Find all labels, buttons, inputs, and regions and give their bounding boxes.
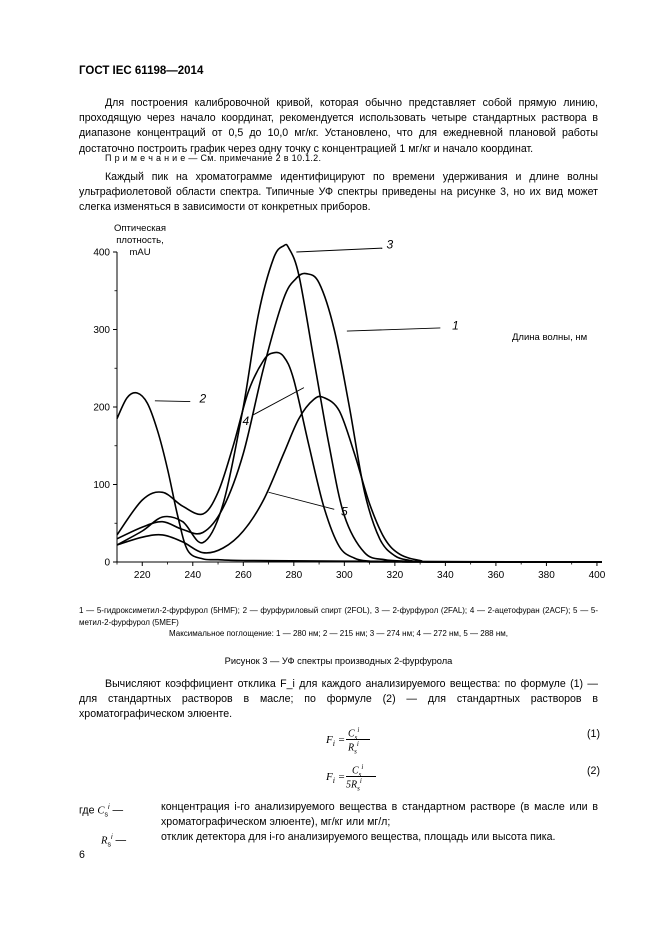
y-tick-label: 0	[104, 557, 110, 569]
y-tick-label: 200	[93, 402, 110, 414]
curve-label-2: 2	[199, 391, 207, 406]
x-tick-label: 400	[588, 570, 606, 581]
eq1-lhs: F	[326, 734, 333, 746]
x-tick-label: 320	[386, 570, 404, 581]
leader-line-2	[155, 401, 190, 402]
curve-label-5: 5	[341, 504, 348, 519]
leader-line-4	[253, 388, 304, 415]
x-tick-label: 280	[285, 570, 303, 581]
x-tick-label: 260	[234, 570, 252, 581]
eq1-number-value: 1	[590, 728, 597, 740]
where-r-symbol: $R_s^i$ —	[101, 834, 127, 849]
series-line-2	[117, 393, 602, 562]
paragraph-response-factor: Вычисляют коэффициент отклика F_i для каждого анализируемого вещества: по формуле (1) — для стандартных растворов в масле; по формуле (2) — для стандартных растворов в хроматографическом элюенте.	[79, 678, 598, 721]
paragraph-calibration: Для построения калибровочной кривой, которая обычно представляет собой прямую линию, проходящую через начало координат, рекомендуется использовать четыре стандартных раствора в диапазоне концентраций от 0,5 до 10,0 мг/кг. Установлено, что для ежедневной плановой работы достаточно построить график через одну точку с концентрацией 1 мг/кг и начало координат.	[79, 97, 598, 155]
x-tick-label: 240	[184, 570, 202, 581]
where-word: где	[79, 804, 95, 817]
x-tick-label: 340	[437, 570, 454, 581]
paragraph-peak-identification: Каждый пик на хроматограмме идентифицируют по времени удерживания и длине волны ультрафиолетовой области спектра. Типичные УФ спектры приведены на рисунке 3, но их вид может слегка изменяться в зависимости от конкретных приборов.	[79, 171, 598, 214]
curve-label-1: 1	[452, 318, 459, 333]
series-line-3	[117, 244, 602, 562]
figure-legend: 1 — 5-гидроксиметил-2-фурфурол (5HMF); 2 — фурфуриловый спирт (2FOL), 3 — 2-фурфурол (2FAL); 4 — 2-ацетофуран (2ACF); 5 — 5-метил-2-фурфурол (5MEF)	[79, 606, 598, 627]
note: П р и м е ч а н и е — См. примечание 2 в 10.1.2.	[105, 153, 322, 163]
curve-label-4: 4	[242, 413, 250, 428]
figure-caption: Рисунок 3 — УФ спектры производных 2-фурфурола	[224, 656, 453, 666]
x-tick-label: 220	[133, 570, 151, 581]
equation-2-number: (2)	[587, 765, 600, 777]
series-line-5	[117, 396, 602, 562]
x-tick-label: 380	[538, 570, 555, 581]
equation-1-number: (1)	[587, 728, 600, 740]
where-label: где $C_s^i$ —	[79, 804, 124, 819]
eq2-coef: 5	[346, 779, 351, 791]
y-tick-label: 100	[93, 480, 110, 491]
x-axis-label: Длина волны, нм	[512, 332, 588, 343]
x-tick-label: 360	[487, 570, 505, 581]
x-tick-label: 300	[336, 570, 353, 581]
leader-line-3	[296, 248, 382, 252]
figure-max-absorption: Максимальное поглощение: 1 — 280 нм; 2 — 215 нм; 3 — 274 нм; 4 — 272 нм, 5 — 288 нм,	[169, 629, 508, 638]
y-tick-label: 400	[93, 247, 110, 259]
where-r-description: отклик детектора для i-го анализируемого вещества, площадь или высота пика.	[161, 831, 556, 843]
series-line-1	[117, 273, 602, 562]
eq2-number-value: 2	[590, 765, 597, 777]
leader-line-1	[347, 328, 440, 331]
leader-line-5	[269, 492, 335, 509]
y-tick-label: 300	[93, 325, 110, 336]
where-c-description: концентрация i-го анализируемого вещества в стандартном растворе (в масле или в хроматографическом элюенте), мг/кг или мг/л;	[161, 801, 598, 829]
document-header: ГОСТ IEC 61198—2014	[79, 65, 204, 77]
curve-label-3: 3	[386, 237, 394, 252]
y-axis-label: Оптическая плотность, mAU	[114, 223, 166, 258]
page-number: 6	[79, 849, 85, 861]
